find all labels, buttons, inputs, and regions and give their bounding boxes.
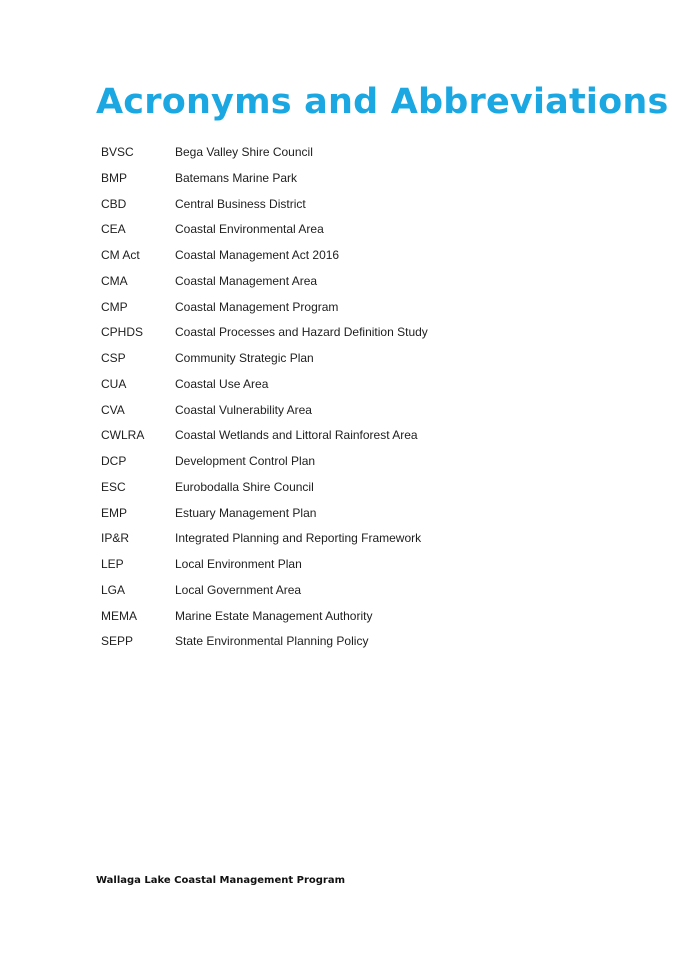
acronym-meaning: Coastal Management Act 2016 bbox=[175, 248, 340, 262]
acronym-abbreviation: LGA bbox=[101, 582, 126, 597]
acronym-abbreviation: CUA bbox=[101, 376, 127, 391]
document-footer: Wallaga Lake Coastal Management Program bbox=[96, 875, 346, 886]
acronym-abbreviation: EMP bbox=[101, 505, 128, 520]
acronym-meaning: Coastal Management Area bbox=[175, 273, 318, 288]
acronym-meaning: Community Strategic Plan bbox=[175, 351, 314, 365]
acronym-abbreviation: BMP bbox=[101, 170, 128, 185]
acronym-row bbox=[101, 423, 428, 449]
acronym-meaning: Eurobodalla Shire Council bbox=[175, 479, 314, 494]
acronym-meaning: Local Government Area bbox=[175, 582, 302, 597]
acronym-abbreviation: DCP bbox=[101, 454, 127, 468]
acronym-abbreviation: CVA bbox=[101, 402, 125, 417]
acronym-list bbox=[101, 140, 428, 655]
acronym-row bbox=[101, 604, 428, 630]
acronym-row bbox=[101, 629, 428, 655]
acronym-abbreviation: CPHDS bbox=[101, 325, 144, 340]
acronym-abbreviation: CWLRA bbox=[101, 428, 145, 443]
acronym-meaning: Coastal Environmental Area bbox=[175, 222, 324, 237]
acronym-row bbox=[101, 269, 428, 295]
page-title: Acronyms and Abbreviations bbox=[96, 82, 669, 122]
acronym-abbreviation: CMP bbox=[101, 299, 128, 314]
acronym-meaning: Coastal Management Program bbox=[175, 299, 339, 314]
acronym-meaning: Development Control Plan bbox=[175, 454, 316, 468]
acronym-meaning: Bega Valley Shire Council bbox=[175, 145, 313, 159]
acronym-meaning: Coastal Use Area bbox=[175, 376, 269, 391]
acronym-abbreviation: ESC bbox=[101, 479, 126, 494]
acronym-abbreviation: CEA bbox=[101, 222, 126, 237]
acronym-table bbox=[101, 140, 428, 655]
acronym-abbreviation: SEPP bbox=[101, 634, 134, 649]
acronym-abbreviation: CSP bbox=[101, 351, 126, 365]
acronym-meaning: Coastal Processes and Hazard Definition Study bbox=[175, 325, 428, 340]
acronym-row bbox=[101, 398, 428, 424]
acronym-row bbox=[101, 166, 428, 192]
acronym-abbreviation: MEMA bbox=[101, 608, 137, 623]
acronym-row bbox=[101, 475, 428, 501]
acronym-row bbox=[101, 140, 428, 166]
acronym-abbreviation: LEP bbox=[101, 557, 124, 571]
acronym-row bbox=[101, 346, 428, 372]
acronym-meaning: Batemans Marine Park bbox=[175, 170, 298, 185]
acronym-row bbox=[101, 578, 428, 604]
acronym-abbreviation: BVSC bbox=[101, 145, 134, 159]
acronym-meaning: Estuary Management Plan bbox=[175, 505, 317, 520]
acronym-row bbox=[101, 243, 428, 269]
acronym-meaning: Marine Estate Management Authority bbox=[175, 608, 373, 623]
acronym-meaning: Coastal Wetlands and Littoral Rainforest Area bbox=[175, 428, 418, 443]
acronym-abbreviation: IP&R bbox=[101, 531, 130, 546]
acronym-row bbox=[101, 526, 428, 552]
acronym-row bbox=[101, 449, 428, 475]
acronym-abbreviation: CBD bbox=[101, 196, 127, 211]
acronym-row bbox=[101, 192, 428, 218]
acronym-row bbox=[101, 372, 428, 398]
acronym-row bbox=[101, 552, 428, 578]
acronym-row bbox=[101, 501, 428, 527]
acronym-meaning: Integrated Planning and Reporting Framework bbox=[175, 531, 422, 546]
acronym-meaning: Coastal Vulnerability Area bbox=[175, 402, 312, 417]
acronym-row bbox=[101, 217, 428, 243]
acronym-row bbox=[101, 295, 428, 321]
acronym-meaning: State Environmental Planning Policy bbox=[175, 634, 369, 649]
acronym-row bbox=[101, 320, 428, 346]
acronym-abbreviation: CMA bbox=[101, 273, 128, 288]
acronym-meaning: Central Business District bbox=[175, 196, 306, 211]
acronym-meaning: Local Environment Plan bbox=[175, 557, 302, 571]
acronym-abbreviation: CM Act bbox=[101, 248, 140, 262]
